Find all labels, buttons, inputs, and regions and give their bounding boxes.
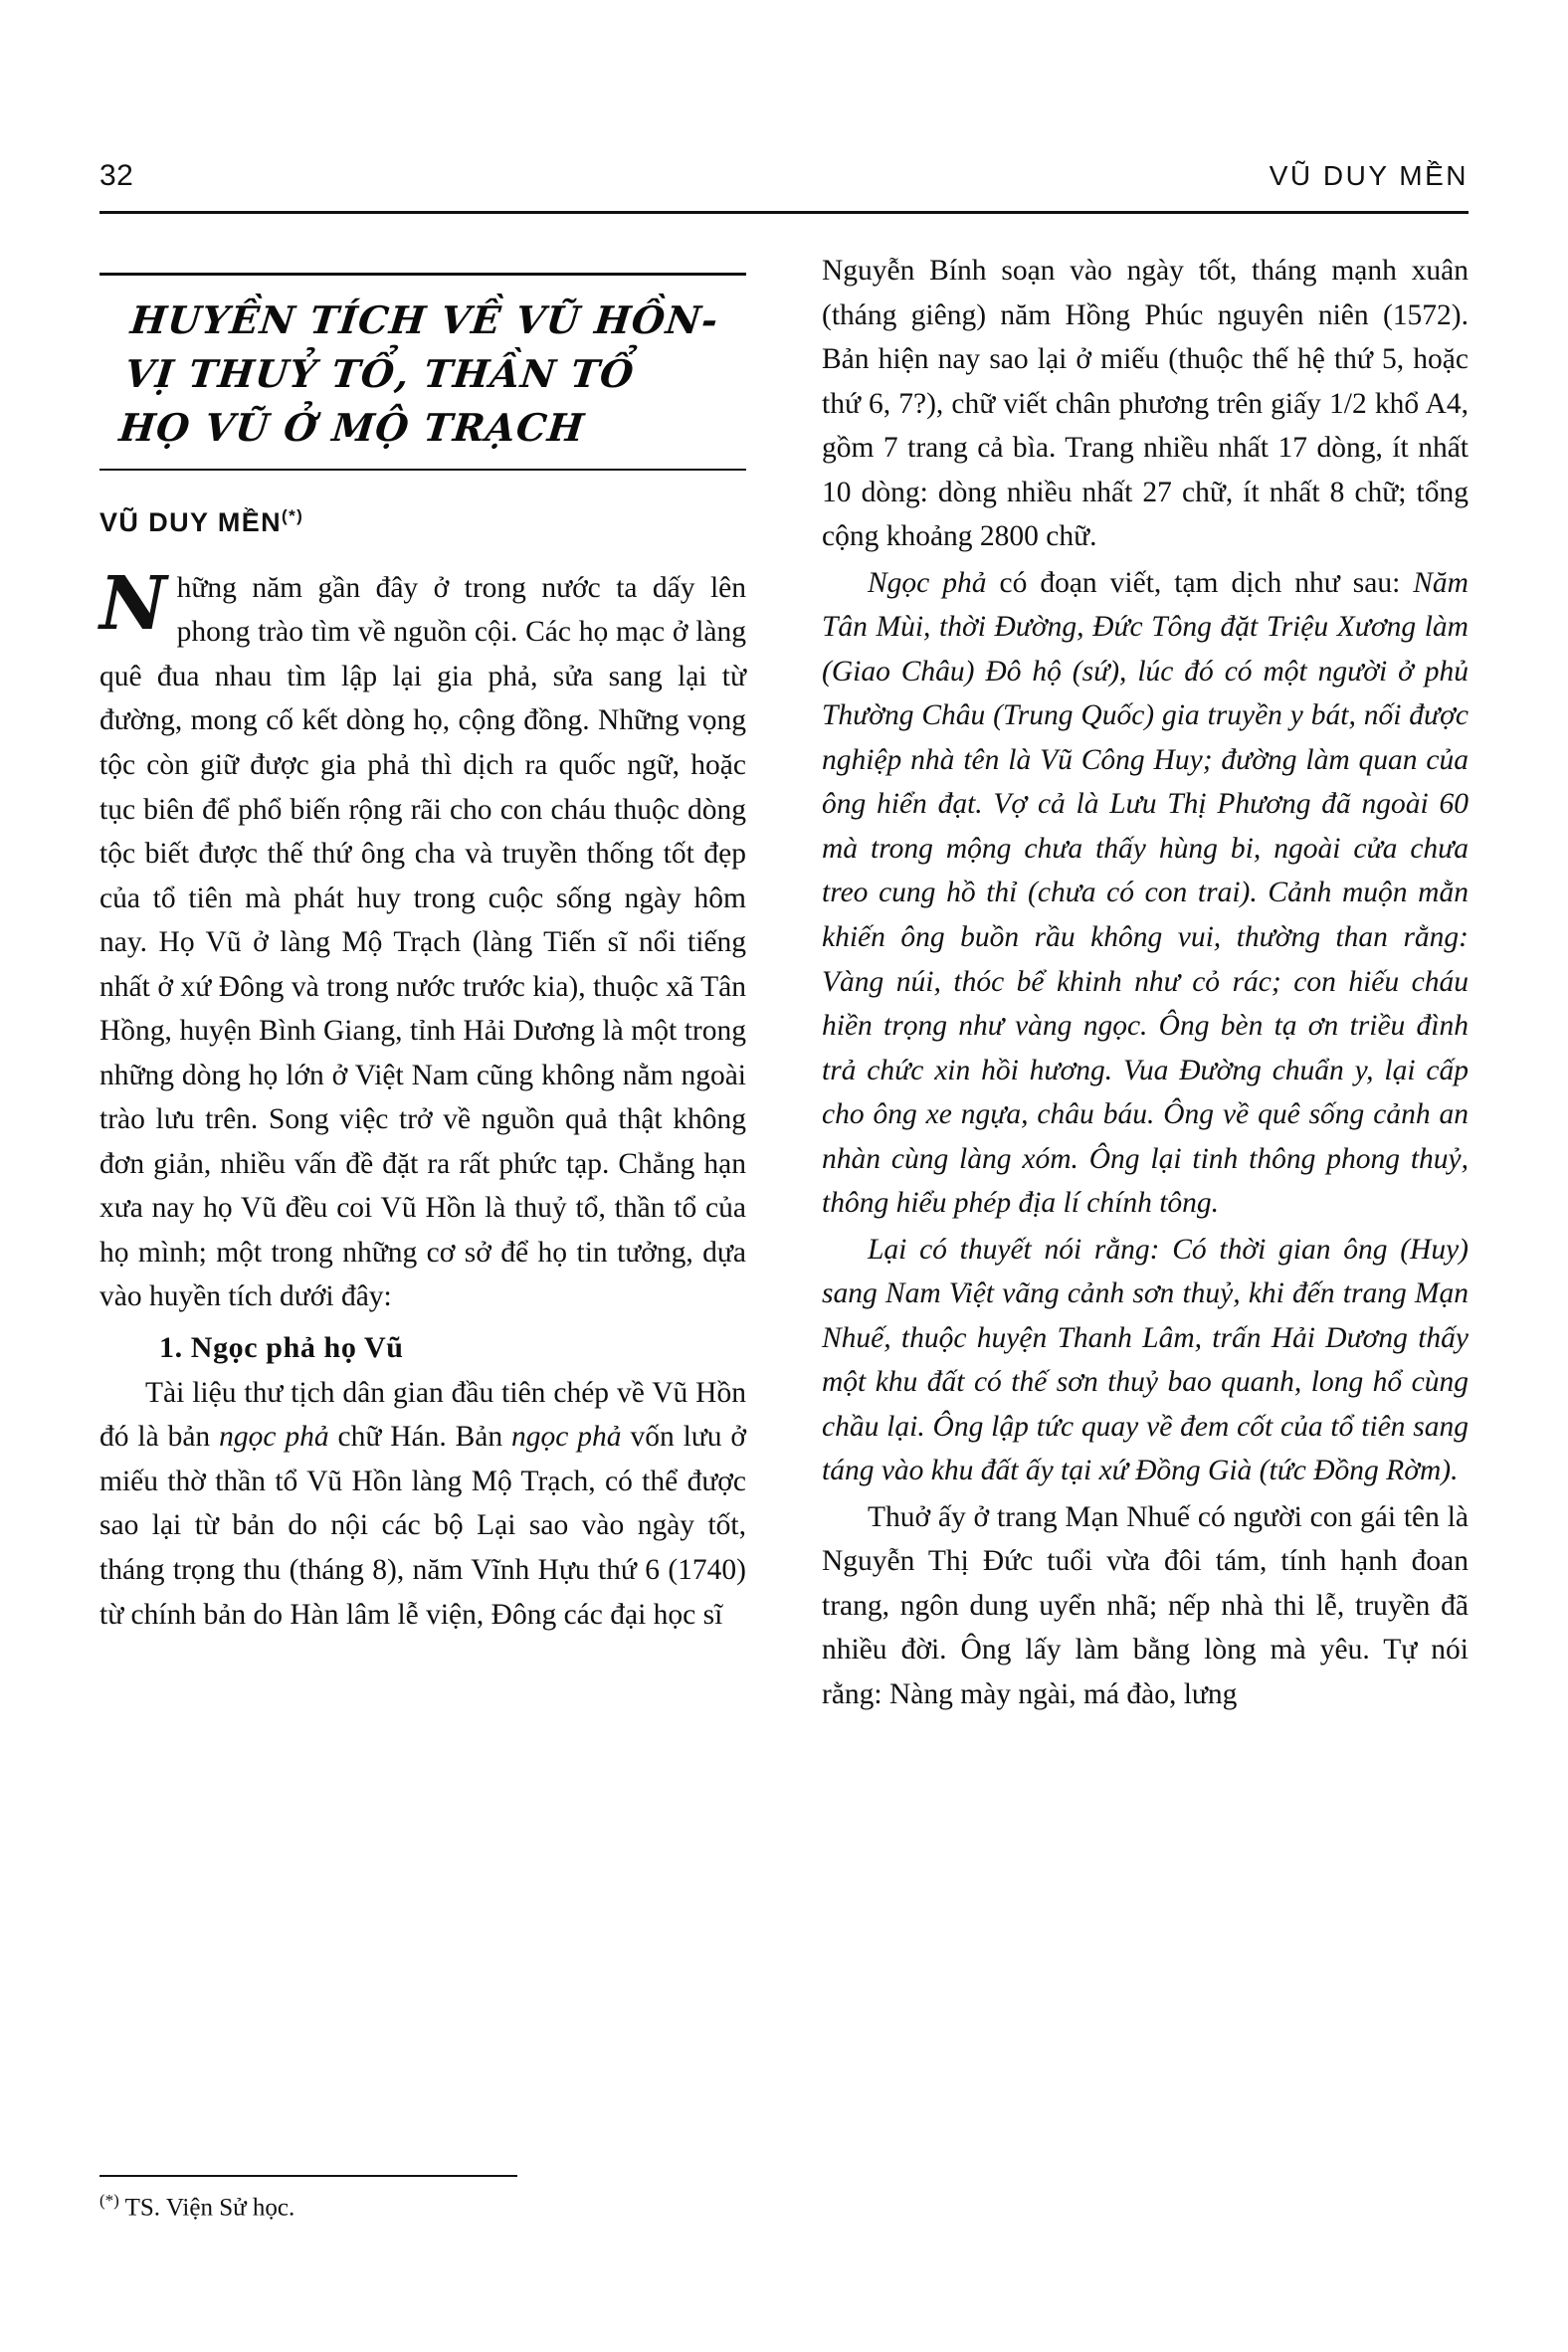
right-paragraph-1: Nguyễn Bính soạn vào ngày tốt, tháng mạnh xuân (tháng giêng) năm Hồng Phúc nguyên niên (1572). Bản hiện nay sao lại ở miếu (thuộc thế hệ thứ 5, hoặc thứ 6, 7?), chữ viết chân phương trên giấy 1/2 khổ A4, gồm 7 trang cả bìa. Trang nhiều nhất 17 dòng, ít nhất 10 dòng: dòng nhiều nhất 27 chữ, ít nhất 8 chữ; tổng cộng khoảng 2800 chữ.	[822, 255, 1469, 553]
title-rule-bottom	[99, 469, 746, 471]
page-number: 32	[99, 159, 134, 192]
left-paragraph-1	[99, 560, 746, 1319]
right-column	[822, 249, 1469, 2169]
left-column	[99, 249, 746, 2169]
left-p2-italic-2: ngọc phả	[511, 1421, 622, 1454]
right-paragraph-4: Thuở ấy ở trang Mạn Nhuế có người con gái tên là Nguyễn Thị Đức tuổi vừa đôi tám, tính hạnh đoan trang, ngôn dung uyển nhã; nếp nhà thi lễ, truyền đã nhiều đời. Ông lấy làm bằng lòng mà yêu. Tự nói rằng: Nàng mày ngài, má đào, lưng	[822, 1500, 1469, 1710]
right-paragraph-2	[822, 561, 1469, 1226]
left-p2-segment-3: vốn lưu ở miếu thờ thần tổ Vũ Hồn làng Mộ Trạch, có thể được sao lại từ bản do nội các bộ Lại sao vào ngày tốt, tháng trọng thu (tháng 8), năm Vĩnh Hựu thứ 6 (1740) từ chính bản do Hàn lâm lễ viện, Đông các đại học sĩ	[99, 1421, 747, 1631]
author-name: VŨ DUY MỀN	[99, 506, 283, 537]
footnote	[99, 2189, 736, 2225]
section-subheading: 1. Ngọc phả họ Vũ	[159, 1330, 404, 1364]
author-byline	[99, 506, 746, 538]
left-paragraph-2	[99, 1371, 746, 1637]
running-title: VŨ DUY MỀN	[1269, 160, 1469, 191]
right-p2-italic-lead: Ngọc phả	[868, 566, 987, 599]
running-head	[99, 159, 1469, 193]
article-title-line-2: VỊ THUỶ TỔ, THẦN TỔ	[122, 350, 638, 396]
right-paragraph-3: Lại có thuyết nói rằng: Có thời gian ông (Huy) sang Nam Việt vãng cảnh sơn thuỷ, khi đến trang Mạn Nhuế, thuộc huyện Thanh Lâm, trấn Hải Dương thấy một khu đất có thế sơn thuỷ bao quanh, long hổ cùng chầu lại. Ông lập tức quay về đem cốt của tổ tiên sang táng vào khu đất ấy tại xứ Đồng Già (tức Đồng Rờm).	[822, 1233, 1469, 1487]
drop-cap: N	[99, 560, 167, 647]
footnote-separator	[99, 2175, 517, 2177]
left-p2-italic-1: ngọc phả	[219, 1421, 329, 1454]
article-title-line-1: HUYỀN TÍCH VỀ VŨ HỒN-	[128, 297, 721, 342]
two-column-body	[99, 249, 1469, 2169]
left-p2-segment-2: chữ Hán. Bản	[328, 1421, 512, 1454]
footnote-text: TS. Viện Sử học.	[118, 2194, 295, 2222]
header-rule	[99, 211, 1469, 214]
article-title	[90, 276, 756, 469]
right-p2-plain: có đoạn viết, tạm dịch như sau:	[986, 566, 1414, 599]
footnote-mark: (*)	[99, 2191, 119, 2210]
right-p2-italic-body: Năm Tân Mùi, thời Đường, Đức Tông đặt Triệu Xương làm (Giao Châu) Đô hộ (sứ), lúc đó có một người ở phủ Thường Châu (Trung Quốc) gia truyền y bát, nối được nghiệp nhà tên là Vũ Công Huy; đường làm quan của ông hiển đạt. Vợ cả là Lưu Thị Phương đã ngoài 60 mà trong mộng chưa thấy hùng bi, ngoài cửa chưa treo cung hồ thỉ (chưa có con trai). Cảnh muộn mằn khiến ông buồn rầu không vui, thường than rằng: Vàng núi, thóc bể khinh như cỏ rác; con hiếu cháu hiền trọng như vàng ngọc. Ông bèn tạ ơn triều đình trả chức xin hồi hương. Vua Đường chuẩn y, lại cấp cho ông xe ngựa, châu báu. Ông về quê sống cảnh an nhàn cùng làng xóm. Ông lại tinh thông phong thuỷ, thông hiểu phép địa lí chính tông.	[822, 566, 1469, 1220]
left-p2-segment-1: Tài liệu thư tịch dân gian đầu tiên chép về Vũ Hồn đó là bản	[99, 1376, 746, 1454]
article-title-line-3: HỌ VŨ Ở MỘ TRẠCH	[116, 404, 588, 450]
author-footnote-mark: (*)	[282, 505, 304, 525]
article-title-block	[99, 273, 746, 481]
left-paragraph-1-text: hững năm gần đây ở trong nước ta dấy lên phong trào tìm về nguồn cội. Các họ mạc ở làng quê đua nhau tìm lập lại gia phả, sửa sang lại từ đường, mong cố kết dòng họ, cộng đồng. Những vọng tộc còn giữ được gia phả thì dịch ra quốc ngữ, hoặc tục biên để phổ biến rộng rãi cho con cháu thuộc dòng tộc biết được thế thứ ông cha và truyền thống tốt đẹp của tổ tiên mà phát huy trong cuộc sống ngày hôm nay. Họ Vũ ở làng Mộ Trạch (làng Tiến sĩ nổi tiếng nhất ở xứ Đông và trong nước trước kia), thuộc xã Tân Hồng, huyện Bình Giang, tỉnh Hải Dương là một trong những dòng họ lớn ở Việt Nam cũng không nằm ngoài trào lưu trên. Song việc trở về nguồn quả thật không đơn giản, nhiều vấn đề đặt ra rất phức tạp. Chẳng hạn xưa nay họ Vũ đều coi Vũ Hồn là thuỷ tổ, thần tổ của họ mình; một trong những cơ sở để họ tin tưởng, dựa vào huyền tích dưới đây:	[99, 571, 746, 1313]
